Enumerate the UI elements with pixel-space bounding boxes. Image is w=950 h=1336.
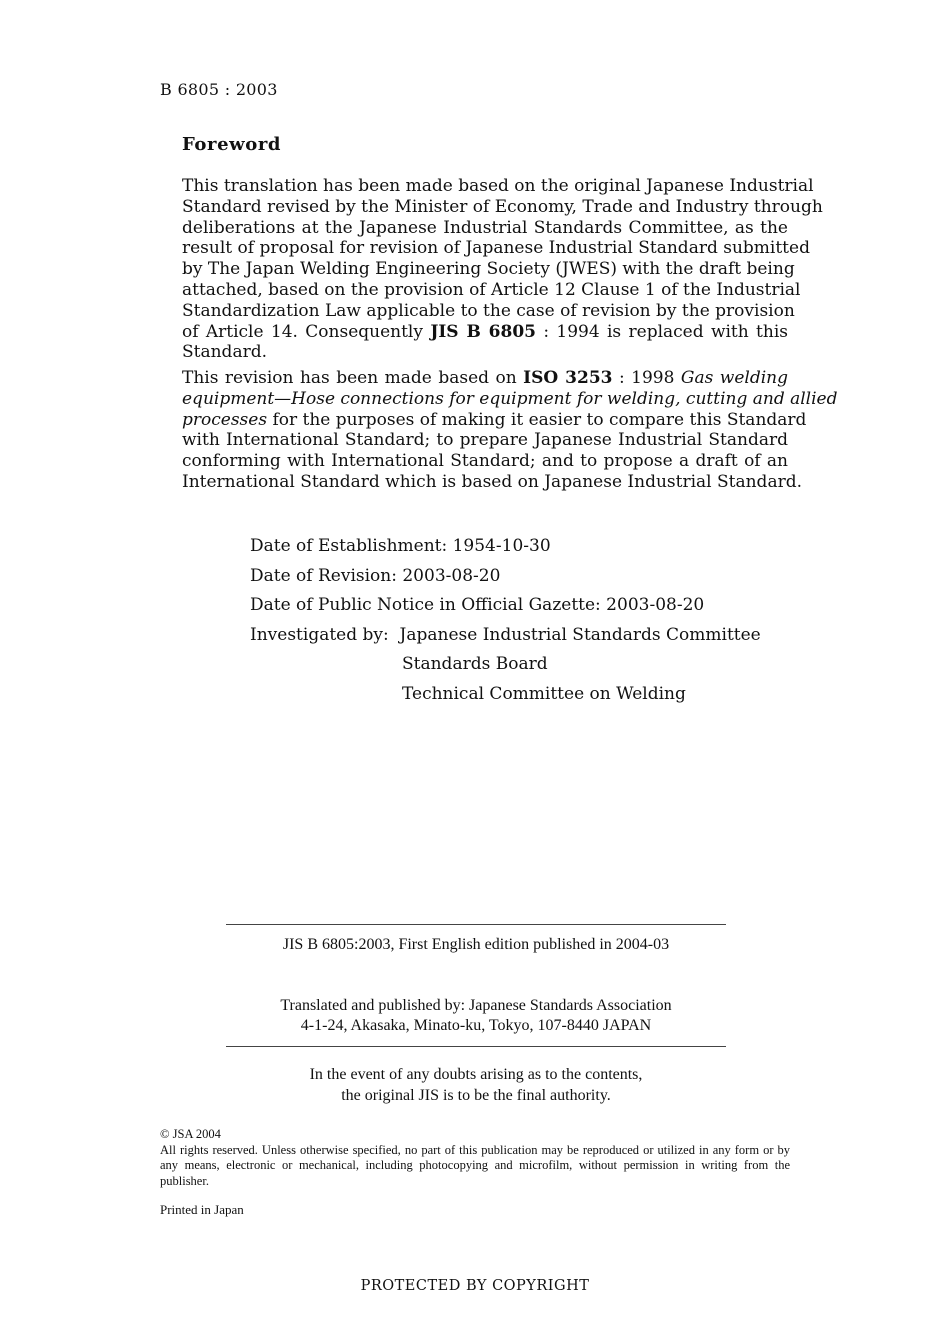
rights-reserved-text: All rights reserved. Unless otherwise specified, no part of this publication may be reproduced or utilized in any form or by any means, electronic or mechanical, including photocopying and microfilm, without permission in writing from the publisher. (160, 1142, 790, 1188)
iso-reference: ISO 3253 (523, 368, 613, 388)
paragraph-line (182, 409, 807, 431)
paragraph-line: deliberations at the Japanese Industrial Standards Committee, as the (182, 217, 788, 238)
foreword-paragraph-2 (182, 368, 838, 493)
standard-code: B 6805 : 2003 (160, 80, 278, 99)
publisher-address: 4-1-24, Akasaka, Minato-ku, Tokyo, 107-8440 JAPAN (300, 1017, 652, 1034)
paragraph-line: Standard. (182, 342, 267, 363)
text-run: : 1994 is replaced with this (535, 321, 788, 342)
foreword-paragraph-1 (182, 176, 823, 363)
text-run: of Article 14. Consequently (182, 321, 431, 342)
publisher-line: Translated and published by: Japanese Standards Association (280, 997, 672, 1014)
printed-in: Printed in Japan (160, 1202, 244, 1217)
investigated-by-value: Japanese Industrial Standards Committee (399, 624, 761, 645)
paragraph-line (182, 388, 838, 410)
copyright-block (160, 1127, 790, 1189)
dates-block (250, 532, 761, 710)
text-run: for the purposes of making it easier to compare this Standard (267, 409, 807, 430)
authority-line: In the event of any doubts arising as to the contents, (309, 1066, 643, 1083)
date-of-public-notice: Date of Public Notice in Official Gazette: 2003-08-20 (250, 595, 705, 616)
paragraph-line: International Standard which is based on Japanese Industrial Standard. (182, 471, 802, 492)
date-of-establishment: Date of Establishment: 1954-10-30 (250, 536, 551, 556)
paragraph-line: This translation has been made based on the original Japanese Industrial (182, 176, 814, 196)
authority-note (226, 1064, 726, 1106)
paragraph-line: with International Standard; to prepare Japanese Industrial Standard (182, 430, 788, 451)
divider (226, 1046, 726, 1047)
paragraph-line: attached, based on the provision of Article 12 Clause 1 of the Industrial (182, 279, 801, 300)
paragraph-line: conforming with International Standard; and to propose a draft of an (182, 451, 788, 472)
investigated-by-value: Technical Committee on Welding (402, 683, 686, 704)
foreword-title: Foreword (182, 134, 282, 155)
text-run: This revision has been made based on (182, 368, 524, 388)
investigated-by-row (250, 621, 761, 651)
standard-reference: JIS B 6805 (430, 321, 536, 342)
investigated-by-value: Standards Board (402, 654, 548, 675)
paragraph-line: result of proposal for revision of Japanese Industrial Standard submitted (182, 238, 810, 259)
text-run: : 1998 (612, 368, 681, 388)
iso-title: equipment—Hose connections for equipment for welding, cutting and allied (182, 388, 838, 409)
date-of-revision: Date of Revision: 2003-08-20 (250, 565, 501, 586)
iso-title: Gas welding (680, 368, 788, 388)
paragraph-line (182, 368, 788, 389)
copyright-watermark: PROTECTED BY COPYRIGHT (360, 1278, 590, 1294)
iso-title: processes (182, 409, 268, 430)
paragraph-line (182, 322, 788, 343)
authority-line: the original JIS is to be the final authority. (341, 1087, 611, 1104)
paragraph-line: Standard revised by the Minister of Economy, Trade and Industry through (182, 196, 823, 217)
paragraph-line: by The Japan Welding Engineering Society (JWES) with the draft being (182, 259, 795, 280)
paragraph-line: Standardization Law applicable to the case of revision by the provision (182, 300, 795, 321)
edition-line: JIS B 6805:2003, First English edition published in 2004-03 (282, 936, 670, 953)
publisher-block (226, 996, 726, 1036)
copyright-line: © JSA 2004 (160, 1127, 221, 1141)
investigated-by-label: Investigated by: (250, 624, 389, 645)
divider (226, 924, 726, 925)
